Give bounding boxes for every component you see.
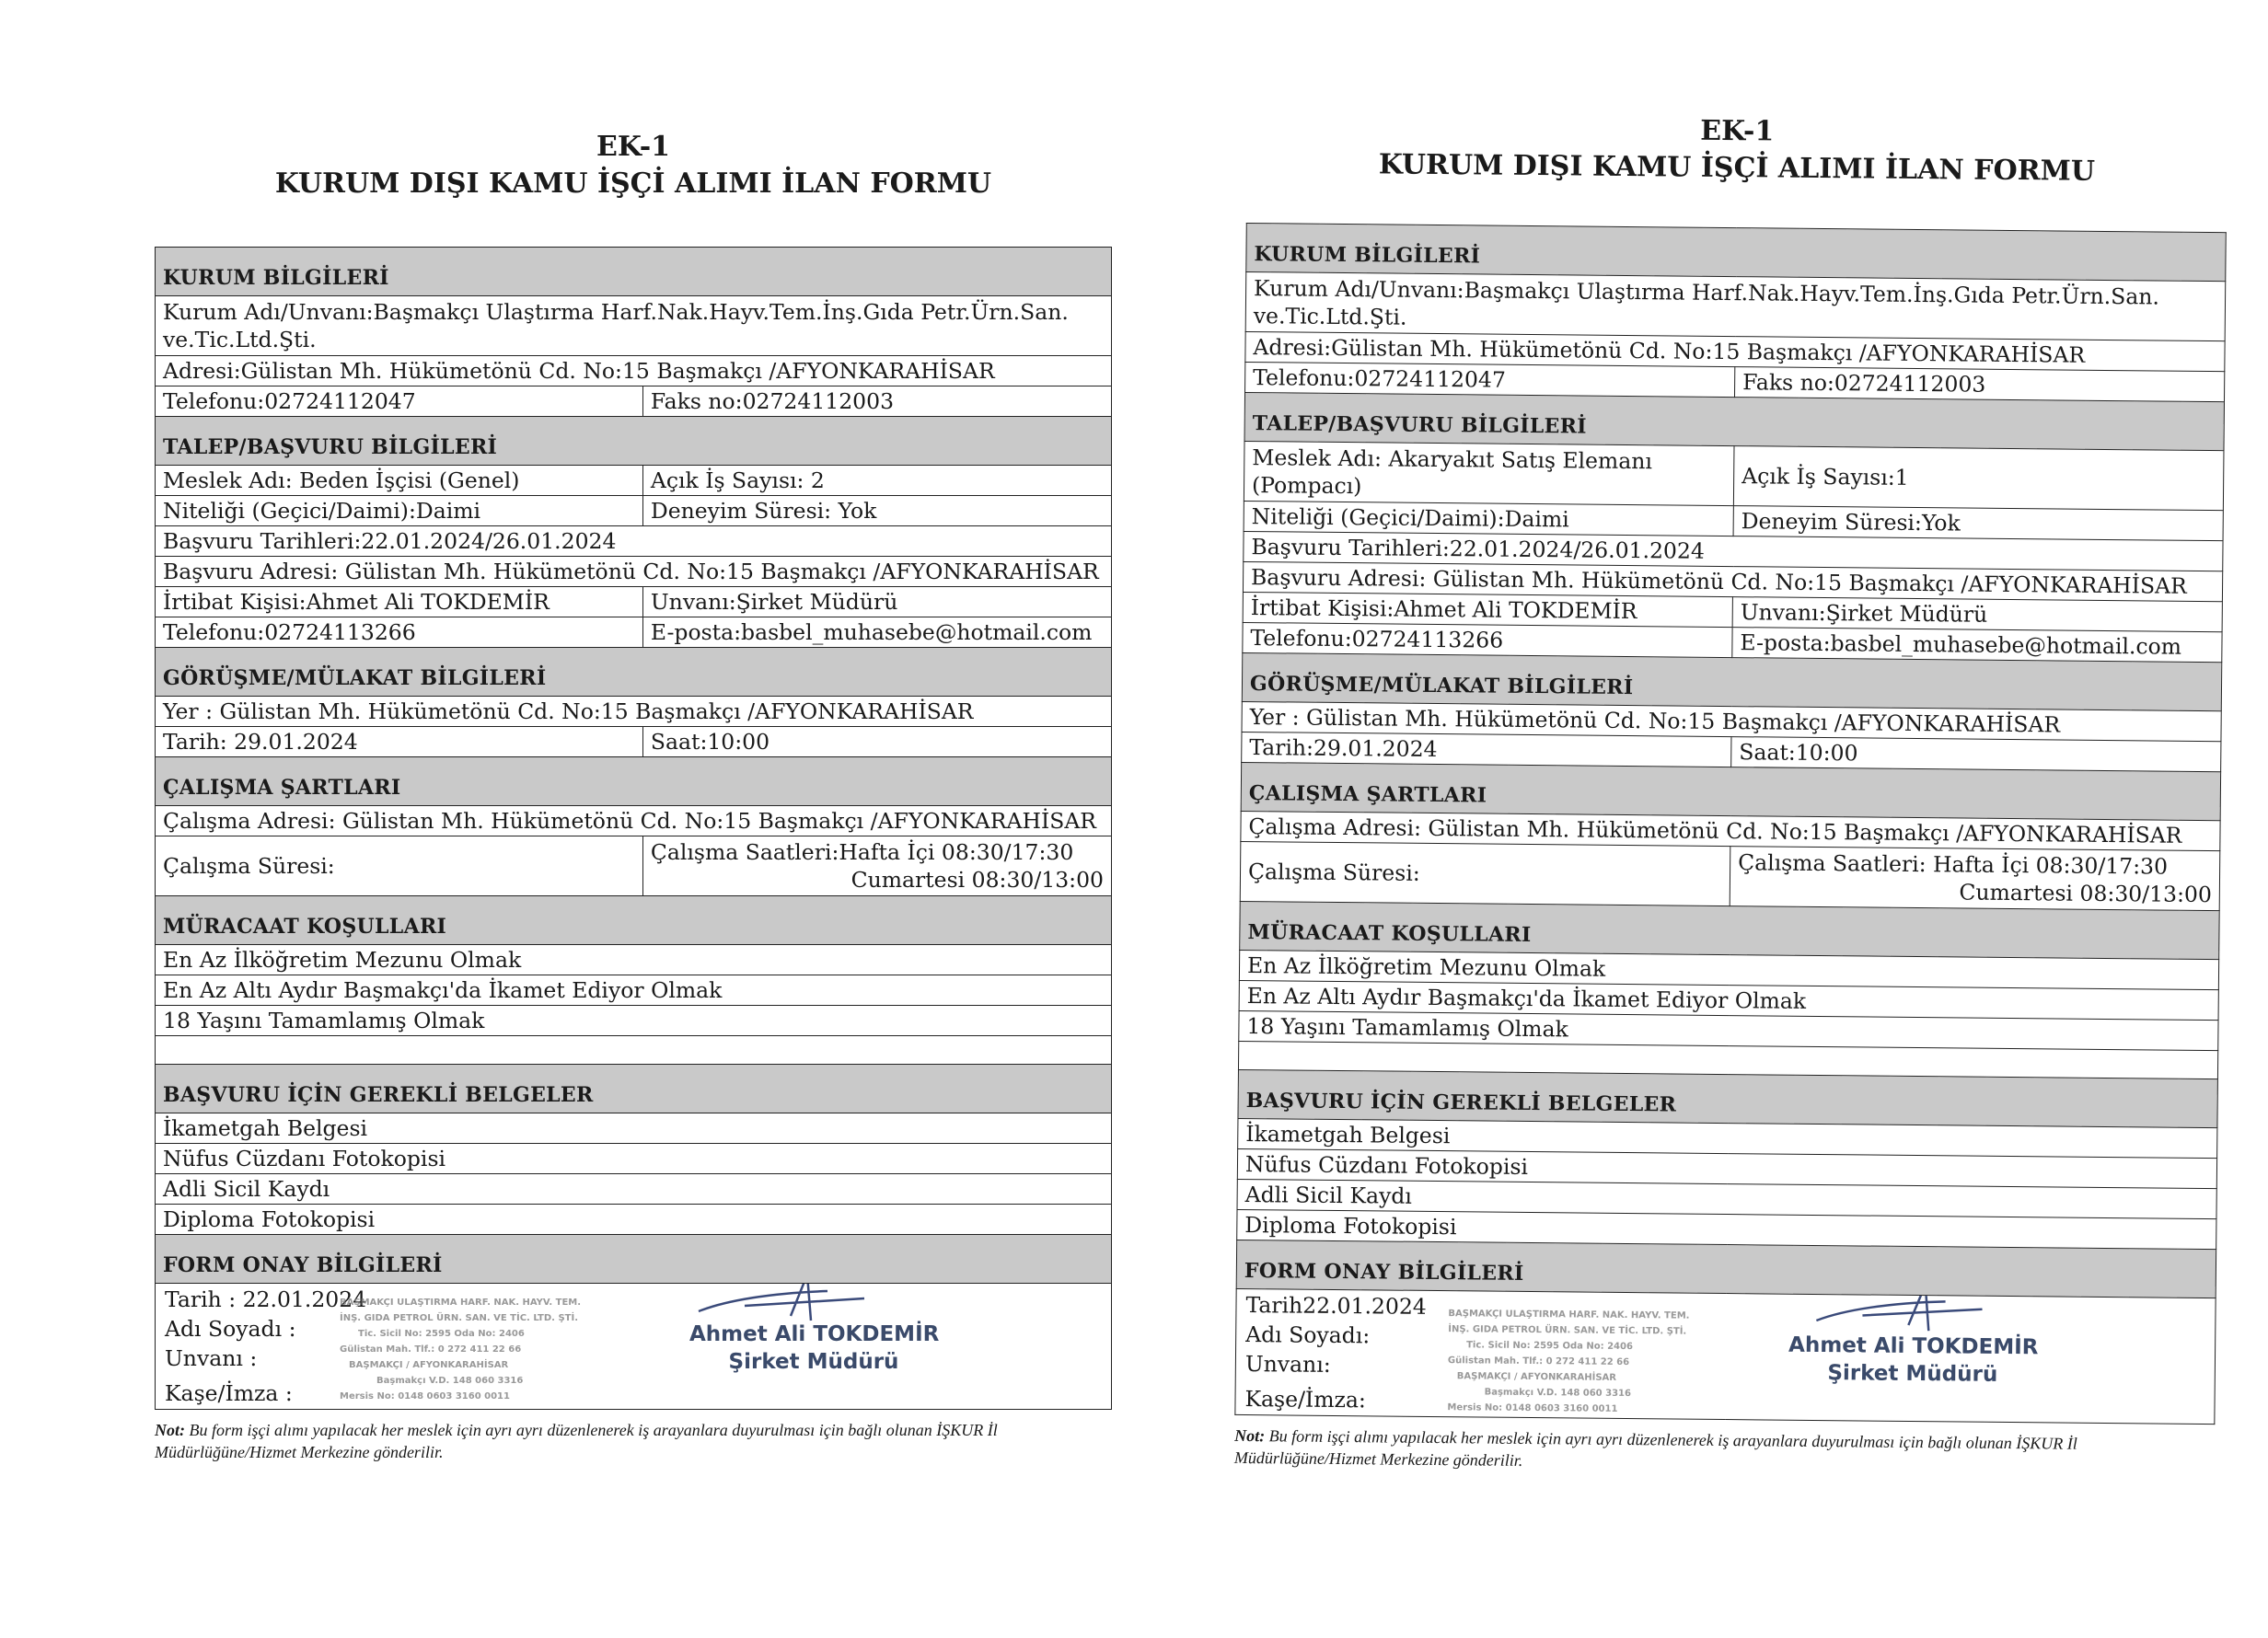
stamp-line: BAŞMAKÇI / AFYONKARAHİSAR bbox=[1456, 1371, 1617, 1383]
stamp-line: İNŞ. GIDA PETROL ÜRN. SAN. VE TİC. LTD. ŞTİ. bbox=[1448, 1324, 1687, 1337]
belge-item: Nüfus Cüzdanı Fotokopisi bbox=[156, 1144, 1112, 1174]
section-onay: FORM ONAY BİLGİLERİ bbox=[156, 1235, 1112, 1284]
blank-row bbox=[156, 1036, 1112, 1065]
section-kurum: KURUM BİLGİLERİ bbox=[156, 248, 1112, 296]
kosul-item: En Az Altı Aydır Başmakçı'da İkamet Ediyor Olmak bbox=[1239, 980, 2218, 1020]
kurum-faks: Faks no:02724112003 bbox=[1735, 367, 2225, 402]
signature-title: Şirket Müdürü bbox=[1827, 1361, 1998, 1387]
mulakat-yer: Yer : Gülistan Mh. Hükümetönü Cd. No:15 Başmakçı /AFYONKARAHİSAR bbox=[1242, 701, 2221, 741]
irtibat-telefon: Telefonu:02724113266 bbox=[1243, 622, 1732, 657]
kosul-item: En Az Altı Aydır Başmakçı'da İkamet Ediyor Olmak bbox=[156, 975, 1112, 1006]
stamp-line: Mersis No: 0148 0603 3160 0011 bbox=[340, 1391, 510, 1402]
section-muracaat: MÜRACAAT KOŞULLARI bbox=[1240, 901, 2219, 959]
onay-adi-soyadi: Adı Soyadı: bbox=[1245, 1321, 1371, 1349]
form-title-line1: EK-1 bbox=[1700, 114, 1775, 148]
signature-block bbox=[689, 1321, 938, 1376]
kurum-adi: Kurum Adı/Unvanı:Başmakçı Ulaştırma Harf.Nak.Hayv.Tem.İnş.Gıda Petr.Ürn.San. ve.Tic.Ltd.Şti. bbox=[156, 296, 1112, 356]
onay-kase-imza: Kaşe/İmza : bbox=[165, 1380, 293, 1406]
stamp-line: BAŞMAKÇI ULAŞTIRMA HARF. NAK. HAYV. TEM. bbox=[340, 1298, 582, 1308]
kosul-item: 18 Yaşını Tamamlamış Olmak bbox=[156, 1006, 1112, 1036]
form-page-left bbox=[155, 129, 1112, 1463]
signature-title: Şirket Müdürü bbox=[728, 1350, 899, 1374]
signature-name: Ahmet Ali TOKDEMİR bbox=[689, 1322, 940, 1346]
calisma-saatleri-line2: Cumartesi 08:30/13:00 bbox=[1959, 879, 2212, 908]
stamp-line: Başmakçı V.D. 148 060 3316 bbox=[1484, 1387, 1632, 1400]
basvuru-adresi: Başvuru Adresi: Gülistan Mh. Hükümetönü Cd. No:15 Başmakçı /AFYONKARAHİSAR bbox=[1243, 561, 2222, 601]
calisma-adresi: Çalışma Adresi: Gülistan Mh. Hükümetönü Cd. No:15 Başmakçı /AFYONKARAHİSAR bbox=[156, 806, 1112, 836]
approval-block bbox=[156, 1284, 1112, 1410]
kurum-telefon: Telefonu:02724112047 bbox=[1245, 362, 1735, 397]
signature-block bbox=[1788, 1332, 2038, 1390]
kosul-item: En Az İlköğretim Mezunu Olmak bbox=[1239, 950, 2218, 989]
form-table bbox=[155, 247, 1112, 1410]
irtibat-eposta: E-posta:basbel_muhasebe@hotmail.com bbox=[642, 617, 1111, 648]
section-belgeler: BAŞVURU İÇİN GEREKLİ BELGELER bbox=[1238, 1069, 2217, 1127]
kurum-telefon: Telefonu:02724112047 bbox=[156, 386, 643, 417]
calisma-saatleri-line1: Çalışma Saatleri: Hafta İçi 08:30/17:30 bbox=[1738, 849, 2169, 880]
irtibat-eposta: E-posta:basbel_muhasebe@hotmail.com bbox=[1732, 628, 2222, 663]
form-table bbox=[1234, 223, 2226, 1425]
stamp-line: Tic. Sicil No: 2595 Oda No: 2406 bbox=[1466, 1340, 1633, 1353]
form-title-line2: KURUM DIŞI KAMU İŞÇİ ALIMI İLAN FORMU bbox=[274, 167, 992, 200]
footer-note bbox=[1234, 1425, 2215, 1478]
footer-note bbox=[155, 1419, 1112, 1463]
mulakat-yer: Yer : Gülistan Mh. Hükümetönü Cd. No:15 Başmakçı /AFYONKARAHİSAR bbox=[156, 697, 1112, 727]
stamp-line: Tic. Sicil No: 2595 Oda No: 2406 bbox=[358, 1329, 525, 1339]
acik-is-sayisi: Açık İş Sayısı: 2 bbox=[642, 466, 1111, 496]
company-stamp bbox=[340, 1295, 581, 1404]
section-calisma: ÇALIŞMA ŞARTLARI bbox=[1241, 762, 2220, 820]
note-label: Not: bbox=[155, 1421, 185, 1439]
mulakat-saat: Saat:10:00 bbox=[1731, 737, 2221, 772]
section-belgeler: BAŞVURU İÇİN GEREKLİ BELGELER bbox=[156, 1065, 1112, 1113]
stamp-line: Mersis No: 0148 0603 3160 0011 bbox=[1447, 1402, 1618, 1414]
basvuru-adresi: Başvuru Adresi: Gülistan Mh. Hükümetönü Cd. No:15 Başmakçı /AFYONKARAHİSAR bbox=[156, 557, 1112, 587]
kosul-item: En Az İlköğretim Mezunu Olmak bbox=[156, 945, 1112, 975]
deneyim-suresi: Deneyim Süresi: Yok bbox=[642, 496, 1111, 526]
calisma-saatleri bbox=[1730, 847, 2220, 911]
section-onay: FORM ONAY BİLGİLERİ bbox=[1236, 1240, 2216, 1298]
irtibat-kisisi: İrtibat Kişisi:Ahmet Ali TOKDEMİR bbox=[1243, 592, 1732, 627]
onay-unvani: Unvanı: bbox=[1244, 1351, 1331, 1378]
section-talep: TALEP/BAŞVURU BİLGİLERİ bbox=[1244, 392, 2224, 450]
onay-tarih: Tarih : 22.01.2024 bbox=[165, 1286, 367, 1312]
note-text: Bu form işçi alımı yapılacak her meslek için ayrı ayrı düzenlenerek iş arayanlara duyurulması için bağlı olunan İŞKUR İl Müdürlüğüne/Hizmet Merkezine gönderilir. bbox=[1233, 1426, 2077, 1470]
mulakat-tarih: Tarih:29.01.2024 bbox=[1242, 732, 1731, 767]
section-calisma: ÇALIŞMA ŞARTLARI bbox=[156, 757, 1112, 806]
kurum-adres: Adresi:Gülistan Mh. Hükümetönü Cd. No:15 Başmakçı /AFYONKARAHİSAR bbox=[156, 356, 1112, 386]
onay-adi-soyadi: Adı Soyadı : bbox=[165, 1316, 296, 1342]
mulakat-tarih: Tarih: 29.01.2024 bbox=[156, 727, 643, 757]
approval-block bbox=[1235, 1288, 2216, 1424]
belge-item: Adli Sicil Kaydı bbox=[1237, 1179, 2216, 1218]
stamp-line: Gülistan Mah. Tlf.: 0 272 411 22 66 bbox=[1447, 1355, 1630, 1368]
signature-name: Ahmet Ali TOKDEMİR bbox=[1788, 1332, 2039, 1360]
calisma-suresi: Çalışma Süresi: bbox=[1240, 841, 1730, 906]
mulakat-saat: Saat:10:00 bbox=[642, 727, 1111, 757]
belge-item: Nüfus Cüzdanı Fotokopisi bbox=[1237, 1148, 2216, 1188]
calisma-adresi: Çalışma Adresi: Gülistan Mh. Hükümetönü Cd. No:15 Başmakçı /AFYONKARAHİSAR bbox=[1241, 811, 2220, 850]
section-muracaat: MÜRACAAT KOŞULLARI bbox=[156, 896, 1112, 945]
stamp-line: BAŞMAKÇI ULAŞTIRMA HARF. NAK. HAYV. TEM. bbox=[1448, 1309, 1690, 1321]
section-kurum: KURUM BİLGİLERİ bbox=[1246, 223, 2226, 281]
section-gorusme: GÖRÜŞME/MÜLAKAT BİLGİLERİ bbox=[1242, 652, 2221, 710]
onay-kase-imza: Kaşe/İmza: bbox=[1244, 1386, 1366, 1413]
calisma-suresi: Çalışma Süresi: bbox=[156, 836, 643, 896]
irtibat-unvani: Unvanı:Şirket Müdürü bbox=[1732, 597, 2222, 632]
belge-item: Diploma Fotokopisi bbox=[156, 1205, 1112, 1235]
form-title bbox=[1246, 109, 2228, 191]
belge-item: Adli Sicil Kaydı bbox=[156, 1174, 1112, 1205]
irtibat-telefon: Telefonu:02724113266 bbox=[156, 617, 643, 648]
form-page-right bbox=[1234, 109, 2228, 1478]
irtibat-unvani: Unvanı:Şirket Müdürü bbox=[642, 587, 1111, 617]
meslek-adi: Meslek Adı: Beden İşçisi (Genel) bbox=[156, 466, 643, 496]
deneyim-suresi: Deneyim Süresi:Yok bbox=[1733, 506, 2223, 541]
section-talep: TALEP/BAŞVURU BİLGİLERİ bbox=[156, 417, 1112, 466]
stamp-line: İNŞ. GIDA PETROL ÜRN. SAN. VE TİC. LTD. ŞTİ. bbox=[340, 1313, 578, 1323]
kurum-faks: Faks no:02724112003 bbox=[642, 386, 1111, 417]
basvuru-tarihleri: Başvuru Tarihleri:22.01.2024/26.01.2024 bbox=[156, 526, 1112, 557]
stamp-line: Başmakçı V.D. 148 060 3316 bbox=[376, 1376, 524, 1386]
form-title-line2: KURUM DIŞI KAMU İŞÇİ ALIMI İLAN FORMU bbox=[1378, 148, 2096, 188]
kosul-item: 18 Yaşını Tamamlamış Olmak bbox=[1239, 1010, 2218, 1050]
kurum-adi: Kurum Adı/Unvanı:Başmakçı Ulaştırma Harf.Nak.Hayv.Tem.İnş.Gıda Petr.Ürn.San. ve.Tic.Ltd.Şti. bbox=[1245, 271, 2226, 340]
form-title bbox=[155, 129, 1112, 202]
niteligi: Niteliği (Geçici/Daimi):Daimi bbox=[156, 496, 643, 526]
calisma-saatleri-line1: Çalışma Saatleri:Hafta İçi 08:30/17:30 bbox=[650, 839, 1074, 865]
acik-is-sayisi: Açık İş Sayısı:1 bbox=[1733, 446, 2224, 511]
note-label: Not: bbox=[1234, 1425, 1266, 1446]
niteligi: Niteliği (Geçici/Daimi):Daimi bbox=[1244, 501, 1733, 536]
belge-item: İkametgah Belgesi bbox=[1238, 1118, 2217, 1158]
onay-unvani: Unvanı : bbox=[165, 1345, 258, 1371]
calisma-saatleri bbox=[642, 836, 1111, 896]
stamp-line: BAŞMAKÇI / AFYONKARAHİSAR bbox=[349, 1360, 509, 1370]
basvuru-tarihleri: Başvuru Tarihleri:22.01.2024/26.01.2024 bbox=[1244, 531, 2223, 571]
kurum-adres: Adresi:Gülistan Mh. Hükümetönü Cd. No:15 Başmakçı /AFYONKARAHİSAR bbox=[1245, 331, 2225, 371]
irtibat-kisisi: İrtibat Kişisi:Ahmet Ali TOKDEMİR bbox=[156, 587, 643, 617]
section-gorusme: GÖRÜŞME/MÜLAKAT BİLGİLERİ bbox=[156, 648, 1112, 697]
belge-item: Diploma Fotokopisi bbox=[1237, 1209, 2216, 1249]
note-text: Bu form işçi alımı yapılacak her meslek için ayrı ayrı düzenlenerek iş arayanlara duyurulması için bağlı olunan İŞKUR İl Müdürlüğüne/Hizmet Merkezine gönderilir. bbox=[155, 1421, 998, 1461]
stamp-line: Gülistan Mah. Tlf.: 0 272 411 22 66 bbox=[340, 1344, 522, 1355]
form-title-line1: EK-1 bbox=[596, 131, 671, 163]
meslek-adi: Meslek Adı: Akaryakıt Satış Elemanı (Pompacı) bbox=[1244, 441, 1734, 505]
belge-item: İkametgah Belgesi bbox=[156, 1113, 1112, 1144]
calisma-saatleri-line2: Cumartesi 08:30/13:00 bbox=[850, 867, 1104, 893]
company-stamp bbox=[1447, 1306, 1689, 1418]
onay-tarih: Tarih22.01.2024 bbox=[1245, 1292, 1427, 1320]
